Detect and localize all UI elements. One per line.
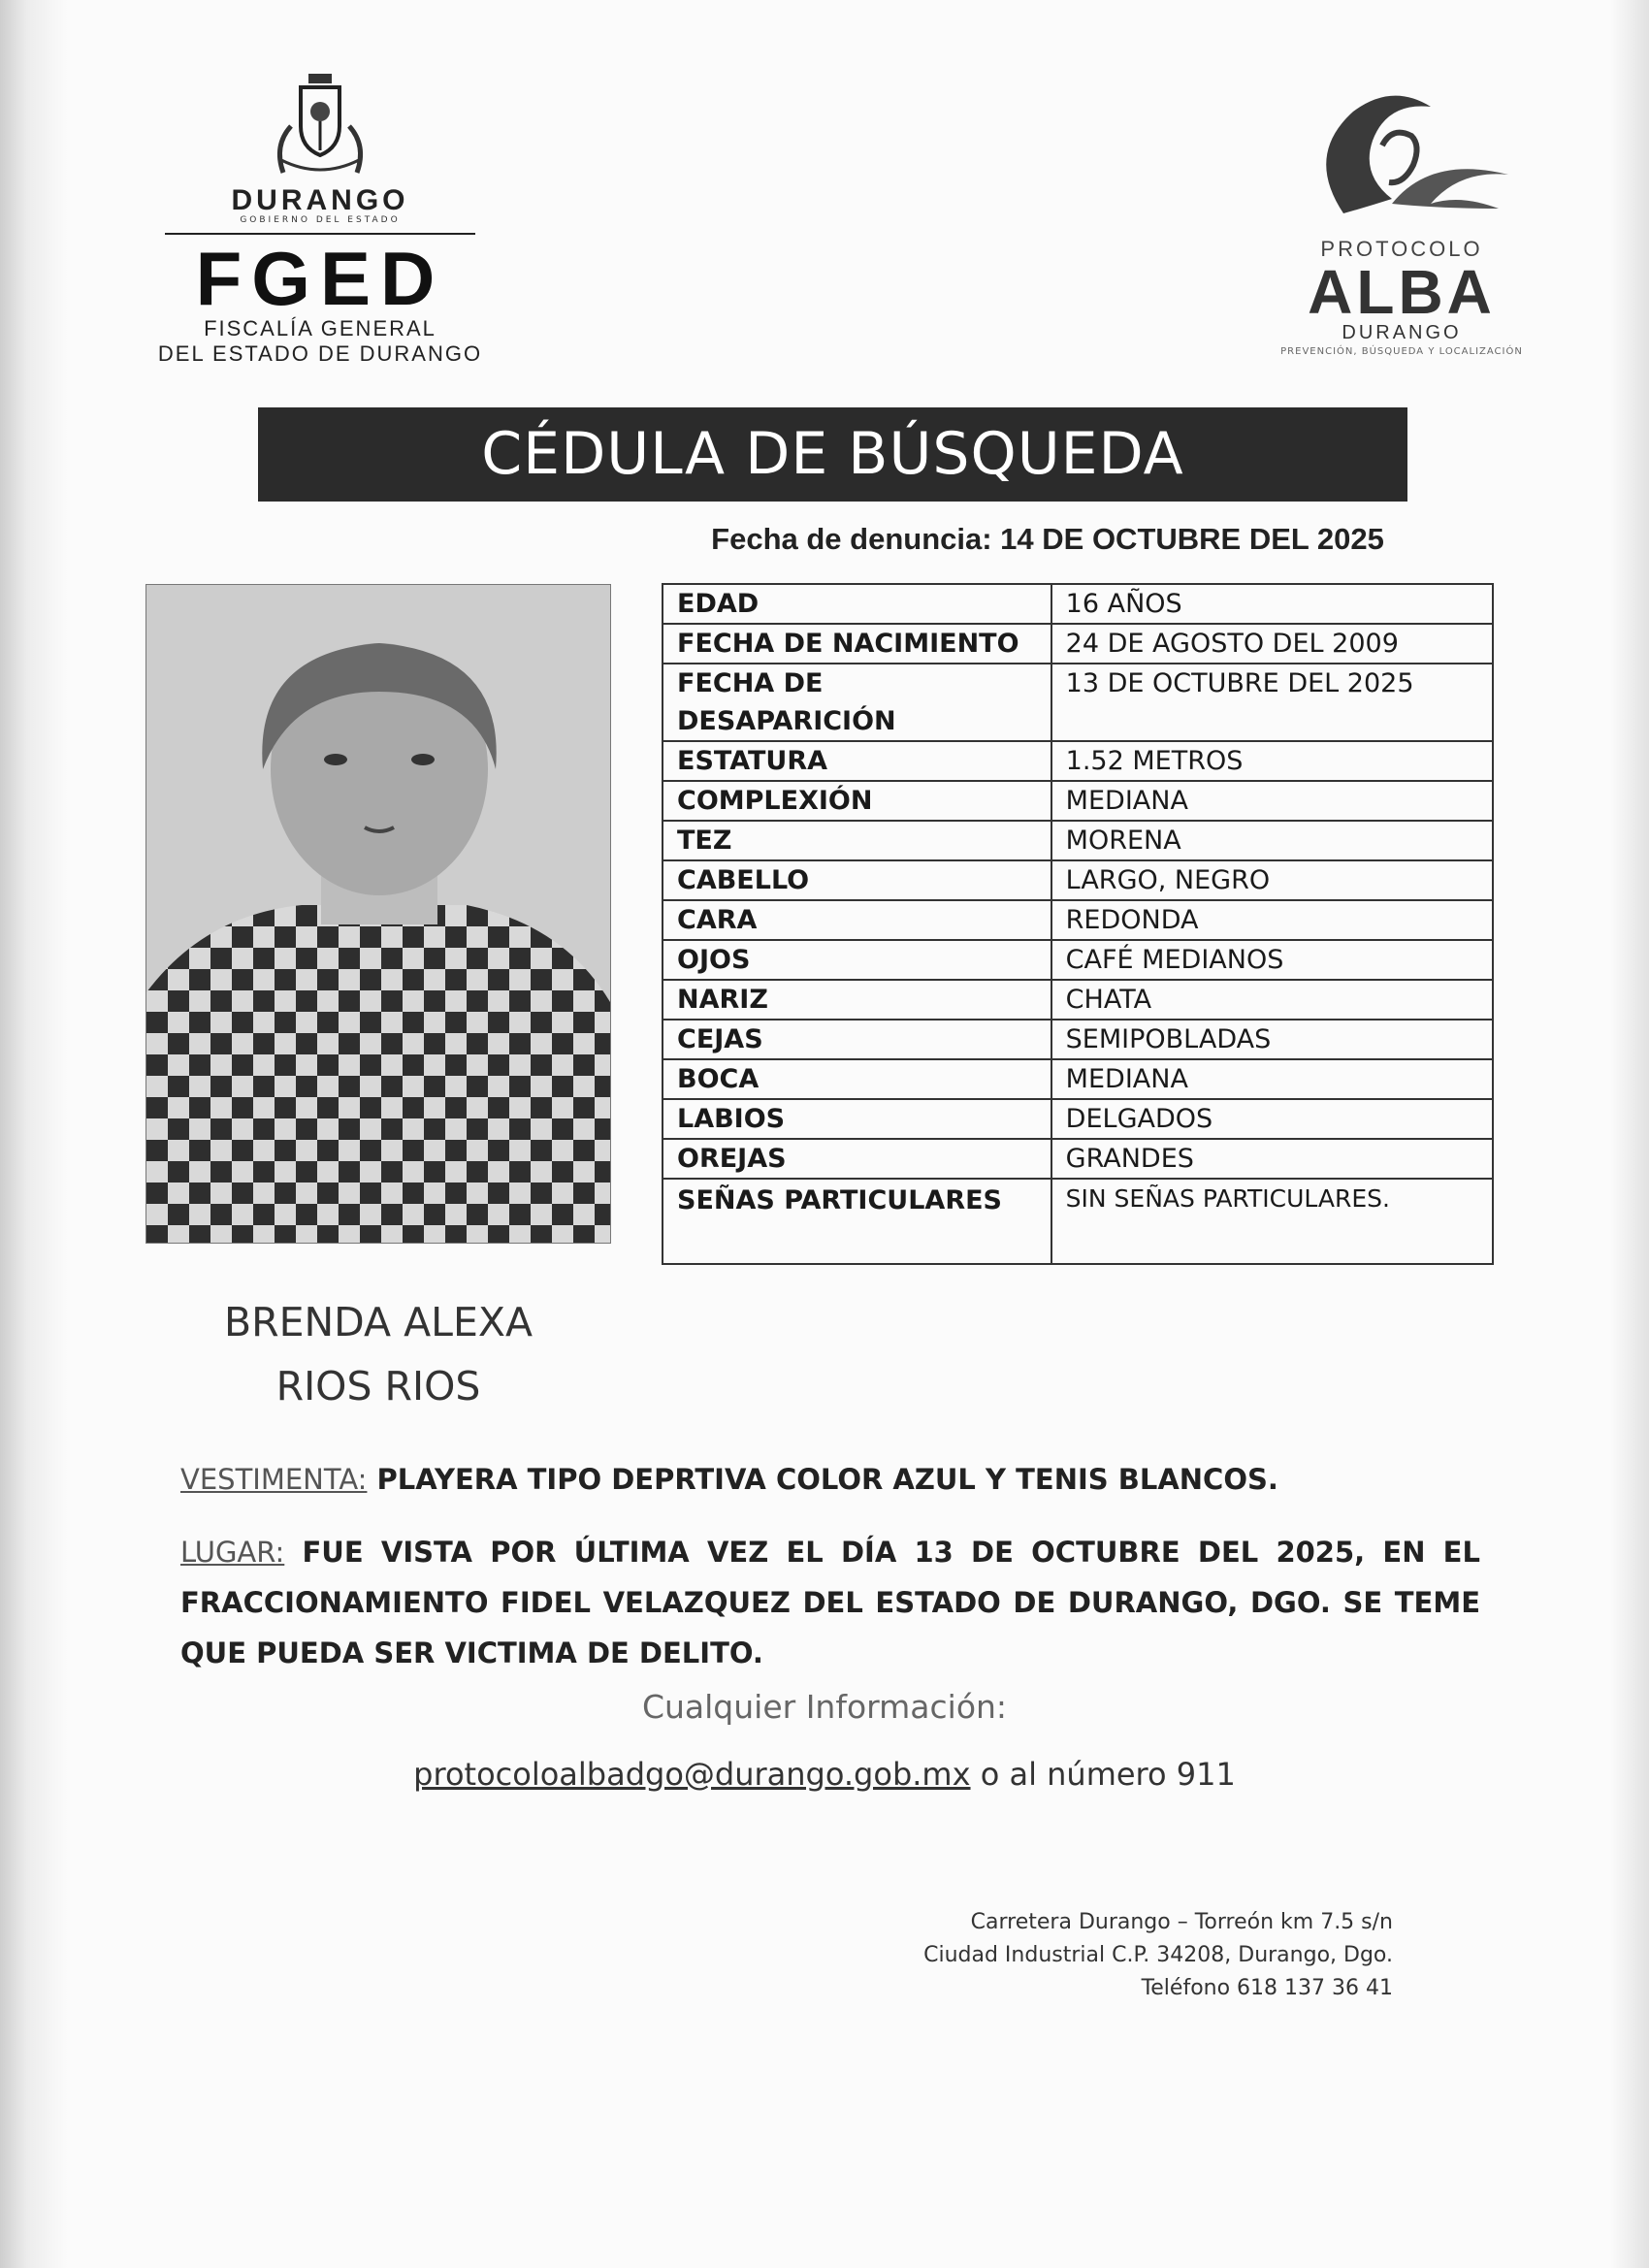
details-label: CABELLO <box>663 860 1051 900</box>
details-row <box>663 860 1493 900</box>
details-label: TEZ <box>663 821 1051 860</box>
details-label: COMPLEXIÓN <box>663 781 1051 821</box>
location-section <box>180 1527 1480 1678</box>
details-label: CARA <box>663 900 1051 940</box>
details-value: DELGADOS <box>1051 1099 1493 1139</box>
fged-logo-state: DURANGO <box>231 184 409 216</box>
scan-shadow-left <box>0 0 68 2268</box>
report-date: Fecha de denuncia: 14 DE OCTUBRE DEL 2025 <box>711 522 1384 556</box>
details-row <box>663 1139 1493 1179</box>
details-row <box>663 1179 1493 1264</box>
office-address <box>873 1906 1393 2005</box>
fged-logo-divider <box>165 233 475 235</box>
person-details-table <box>662 583 1494 1265</box>
details-value: SIN SEÑAS PARTICULARES. <box>1051 1179 1493 1264</box>
location-text: FUE VISTA POR ÚLTIMA VEZ EL DÍA 13 DE OCTUBRE DEL 2025, EN EL FRACCIONAMIENTO FIDEL VELAZQUEZ DEL ESTADO DE DURANGO, DGO. SE TEME QUE PUEDA SER VICTIMA DE DELITO. <box>180 1536 1480 1669</box>
durango-crest-icon <box>262 68 378 184</box>
details-value: MORENA <box>1051 821 1493 860</box>
details-label: NARIZ <box>663 980 1051 1020</box>
details-value: 16 AÑOS <box>1051 584 1493 624</box>
protocolo-alba-logo <box>1251 87 1552 369</box>
details-label: SEÑAS PARTICULARES <box>663 1179 1051 1264</box>
details-label: FECHA DE NACIMIENTO <box>663 624 1051 664</box>
details-label: BOCA <box>663 1059 1051 1099</box>
woman-silhouette-icon <box>1276 87 1528 243</box>
details-row <box>663 980 1493 1020</box>
details-label: FECHA DE DESAPARICIÓN <box>663 664 1051 741</box>
fged-full-name-line1: FISCALÍA GENERAL <box>204 316 436 340</box>
contact-phone-text: o al número 911 <box>980 1756 1236 1793</box>
details-value: SEMIPOBLADAS <box>1051 1020 1493 1059</box>
person-name-line1: BRENDA ALEXA <box>223 1299 534 1345</box>
fged-logo-government: GOBIERNO DEL ESTADO <box>240 215 401 225</box>
alba-logo-line1: PROTOCOLO <box>1320 237 1483 261</box>
details-value: GRANDES <box>1051 1139 1493 1179</box>
details-row <box>663 821 1493 860</box>
document-title: CÉDULA DE BÚSQUEDA <box>258 407 1407 502</box>
details-row <box>663 1020 1493 1059</box>
contact-heading: Cualquier Información: <box>641 1688 1008 1726</box>
details-row <box>663 1099 1493 1139</box>
details-value: MEDIANA <box>1051 781 1493 821</box>
details-row <box>663 584 1493 624</box>
details-value: 24 DE AGOSTO DEL 2009 <box>1051 624 1493 664</box>
clothing-section <box>180 1463 1490 1496</box>
details-label: EDAD <box>663 584 1051 624</box>
address-line2: Ciudad Industrial C.P. 34208, Durango, Dgo. <box>923 1943 1393 1967</box>
details-value: LARGO, NEGRO <box>1051 860 1493 900</box>
person-name <box>146 1290 611 1418</box>
details-value: 13 DE OCTUBRE DEL 2025 <box>1051 664 1493 741</box>
alba-logo-line2: ALBA <box>1308 257 1496 327</box>
contact-email-link[interactable]: protocoloalbadgo@durango.gob.mx <box>413 1756 971 1793</box>
person-name-line2: RIOS RIOS <box>275 1363 481 1409</box>
clothing-text: PLAYERA TIPO DEPRTIVA COLOR AZUL Y TENIS BLANCOS. <box>376 1463 1278 1496</box>
details-table-body <box>663 584 1493 1264</box>
details-label: LABIOS <box>663 1099 1051 1139</box>
details-value: CAFÉ MEDIANOS <box>1051 940 1493 980</box>
details-label: ESTATURA <box>663 741 1051 781</box>
details-row <box>663 940 1493 980</box>
address-line3: Teléfono 618 137 36 41 <box>1141 1976 1393 2000</box>
details-row <box>663 900 1493 940</box>
alba-logo-line3: DURANGO <box>1342 322 1462 343</box>
details-row <box>663 781 1493 821</box>
fged-logo <box>155 68 485 366</box>
address-line1: Carretera Durango – Torreón km 7.5 s/n <box>970 1910 1393 1934</box>
details-value: CHATA <box>1051 980 1493 1020</box>
clothing-label: VESTIMENTA: <box>180 1463 368 1496</box>
details-label: OJOS <box>663 940 1051 980</box>
details-label: OREJAS <box>663 1139 1051 1179</box>
alba-logo-slogan: PREVENCIÓN, BÚSQUEDA Y LOCALIZACIÓN <box>1280 346 1523 357</box>
fged-acronym: FGED <box>195 236 445 321</box>
details-row <box>663 741 1493 781</box>
person-photo <box>146 584 611 1244</box>
scan-shadow-right <box>1610 0 1649 2268</box>
location-label: LUGAR: <box>180 1536 285 1569</box>
details-label: CEJAS <box>663 1020 1051 1059</box>
fged-full-name-line2: DEL ESTADO DE DURANGO <box>157 341 483 366</box>
details-row <box>663 1059 1493 1099</box>
details-value: REDONDA <box>1051 900 1493 940</box>
details-value: MEDIANA <box>1051 1059 1493 1099</box>
details-row <box>663 664 1493 741</box>
details-value: 1.52 METROS <box>1051 741 1493 781</box>
contact-line <box>291 1756 1358 1793</box>
details-row <box>663 624 1493 664</box>
